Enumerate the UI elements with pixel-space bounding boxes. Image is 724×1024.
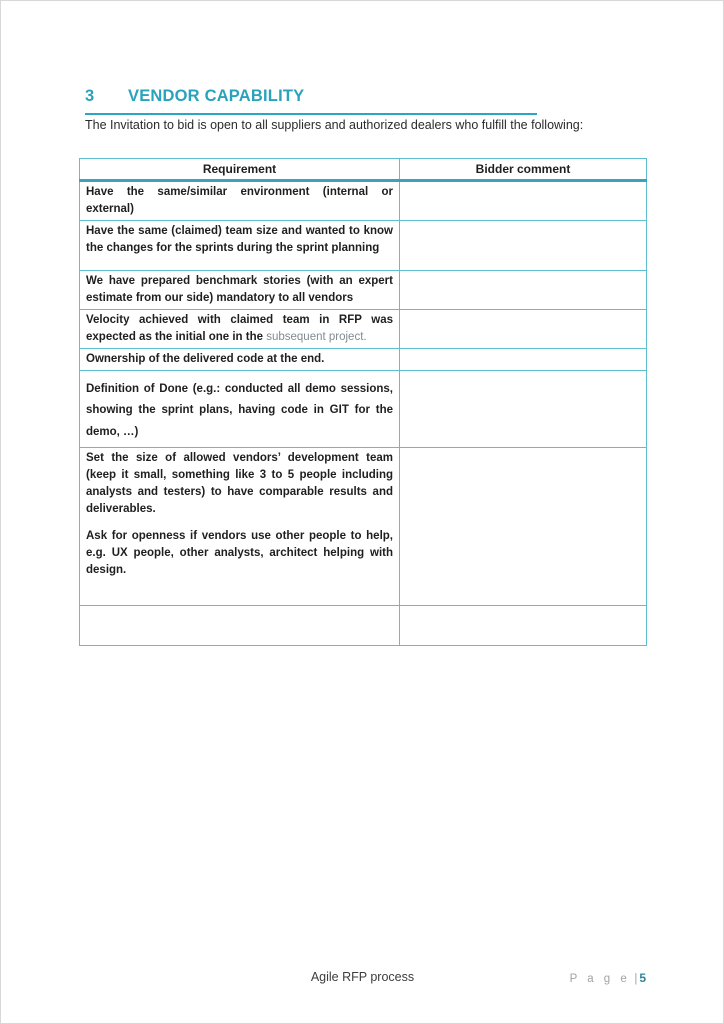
requirement-cell <box>80 310 400 349</box>
requirement-text: Velocity achieved with claimed team in RFP was expected as the initial one in the <box>86 314 393 344</box>
requirement-text-muted: subsequent project. <box>266 331 367 344</box>
bidder-comment-cell <box>400 221 647 271</box>
footer-page-field <box>570 971 646 985</box>
requirement-paragraph: Ask for openness if vendors use other people to help, e.g. UX people, other analysts, architect helping with design. <box>86 530 393 577</box>
requirement-cell: Have the same (claimed) team size and wanted to know the changes for the sprints during the sprint planning <box>80 221 400 271</box>
column-header-requirement: Requirement <box>80 159 400 181</box>
bidder-comment-cell <box>400 349 647 371</box>
intro-paragraph: The Invitation to bid is open to all suppliers and authorized dealers who fulfill the following: <box>85 118 584 132</box>
table-header-row <box>80 159 647 181</box>
requirements-table <box>79 158 647 646</box>
section-title: VENDOR CAPABILITY <box>128 87 305 105</box>
footer-page-separator: | <box>634 973 638 985</box>
requirement-cell: We have prepared benchmark stories (with an expert estimate from our side) mandatory to all vendors <box>80 271 400 310</box>
section-number: 3 <box>85 87 95 105</box>
table-row <box>80 349 647 371</box>
requirement-cell: Definition of Done (e.g.: conducted all demo sessions, showing the sprint plans, having code in GIT for the demo, …) <box>80 371 400 448</box>
footer-page-number: 5 <box>639 971 646 985</box>
table-row <box>80 606 647 646</box>
footer-page-label: P a g e <box>569 973 631 985</box>
requirement-cell: Ownership of the delivered code at the end. <box>80 349 400 371</box>
footer-document-title: Agile RFP process <box>310 970 415 984</box>
table-row <box>80 221 647 271</box>
bidder-comment-cell <box>400 606 647 646</box>
requirement-cell <box>80 606 400 646</box>
bidder-comment-cell <box>400 310 647 349</box>
requirement-paragraph: Set the size of allowed vendors’ development team (keep it small, something like 3 to 5 people including analysts and testers) to have comparable results and deliverables. <box>86 452 393 516</box>
table-row <box>80 271 647 310</box>
table-row <box>80 371 647 448</box>
section-heading <box>85 87 537 115</box>
column-header-bidder-comment: Bidder comment <box>400 159 647 181</box>
bidder-comment-cell <box>400 271 647 310</box>
table-row <box>80 181 647 221</box>
requirement-cell: Have the same/similar environment (internal or external) <box>80 181 400 221</box>
page-footer <box>79 970 646 990</box>
table-row <box>80 448 647 606</box>
bidder-comment-cell <box>400 448 647 606</box>
bidder-comment-cell <box>400 181 647 221</box>
requirement-cell <box>80 448 400 606</box>
table-row <box>80 310 647 349</box>
bidder-comment-cell <box>400 371 647 448</box>
